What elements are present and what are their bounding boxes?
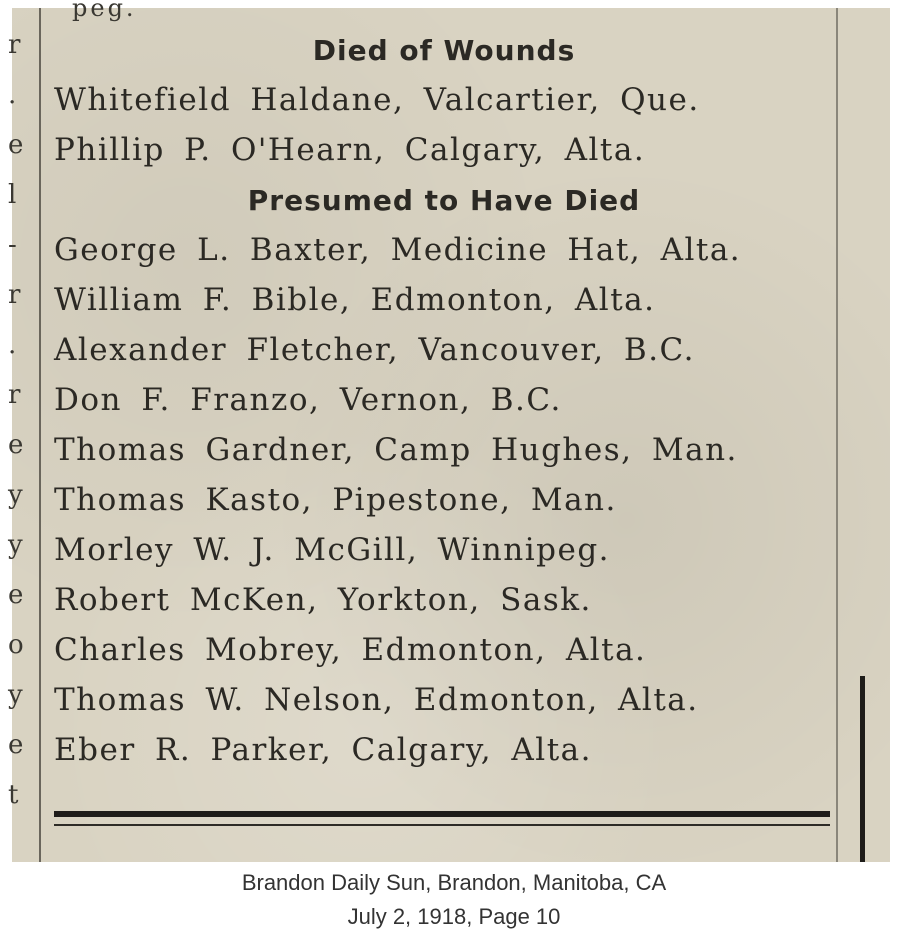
section-heading-died-of-wounds: Died of Wounds: [312, 34, 576, 67]
top-text-fragment: peg.: [72, 0, 137, 22]
margin-letter: t: [8, 780, 19, 810]
margin-letter: r: [8, 280, 21, 310]
newspaper-clipping: [8, 0, 890, 862]
casualty-entry: Thomas W. Nelson, Edmonton, Alta.: [54, 682, 699, 718]
caption-date-page: July 2, 1918, Page 10: [347, 904, 561, 929]
casualty-entry: Alexander Fletcher, Vancouver, B.C.: [54, 332, 696, 368]
margin-letter: o: [8, 630, 24, 660]
closing-rule-thin: [54, 824, 830, 826]
casualty-entry: Phillip P. O'Hearn, Calgary, Alta.: [54, 132, 646, 168]
caption-source: Brandon Daily Sun, Brandon, Manitoba, CA: [241, 870, 667, 895]
casualty-entry: Thomas Kasto, Pipestone, Man.: [54, 482, 617, 518]
casualty-entry: Robert McKen, Yorkton, Sask.: [54, 582, 592, 618]
margin-letter: y: [8, 680, 23, 710]
margin-letter: .: [8, 80, 17, 110]
margin-fragments: [8, 8, 32, 862]
margin-letter: r: [8, 30, 21, 60]
casualty-entry: Whitefield Haldane, Valcartier, Que.: [54, 82, 700, 118]
closing-rule-thick: [54, 811, 830, 817]
column-rule-left: [39, 8, 41, 862]
margin-letter: l: [8, 180, 17, 210]
margin-letter: e: [8, 580, 24, 610]
margin-letter: e: [8, 730, 24, 760]
casualty-entry: Charles Mobrey, Edmonton, Alta.: [54, 632, 647, 668]
casualty-entry: Thomas Gardner, Camp Hughes, Man.: [54, 432, 738, 468]
casualty-entry: Don F. Franzo, Vernon, B.C.: [54, 382, 562, 418]
casualty-entry: William F. Bible, Edmonton, Alta.: [54, 282, 656, 318]
margin-letter: -: [8, 230, 17, 260]
margin-letter: y: [8, 480, 23, 510]
casualty-entry: George L. Baxter, Medicine Hat, Alta.: [54, 232, 742, 268]
margin-letter: e: [8, 130, 24, 160]
casualty-entry: Morley W. J. McGill, Winnipeg.: [54, 532, 611, 568]
margin-letter: y: [8, 530, 23, 560]
section-heading-presumed-to-have-died: Presumed to Have Died: [247, 184, 641, 217]
casualty-entry: Eber R. Parker, Calgary, Alta.: [54, 732, 593, 768]
margin-letter: .: [8, 330, 17, 360]
margin-letter: e: [8, 430, 24, 460]
right-column-bar: [860, 676, 865, 862]
margin-letter: r: [8, 380, 21, 410]
